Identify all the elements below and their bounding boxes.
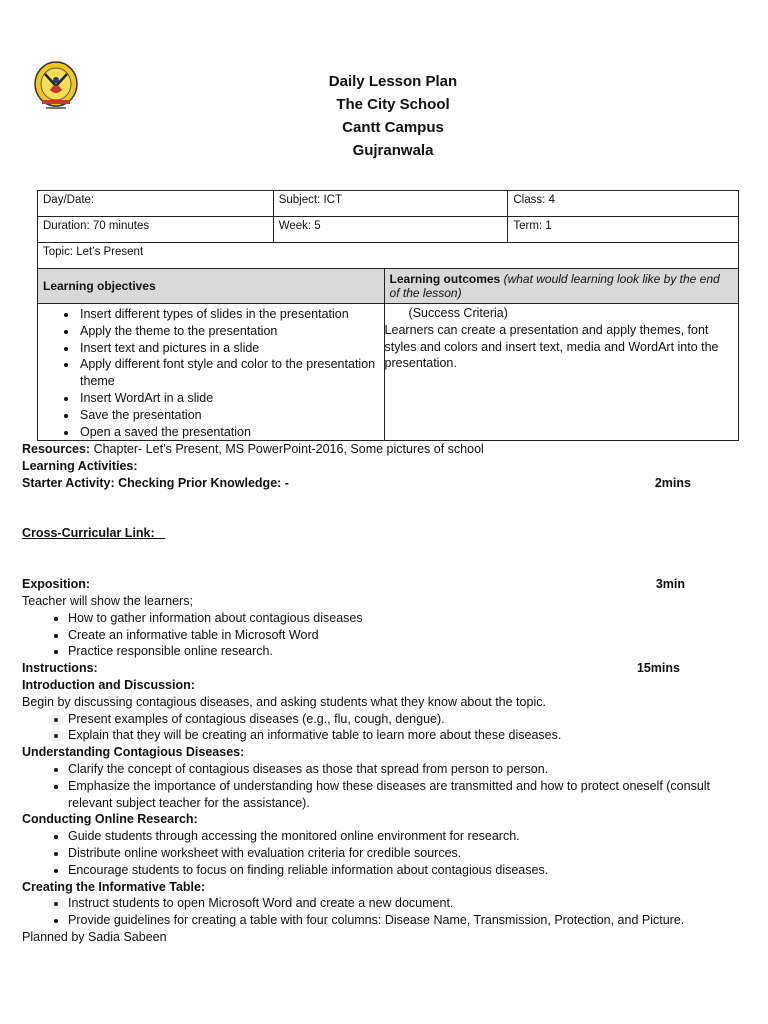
class-cell: Class: 4 [508,191,739,217]
lesson-body [22,441,747,946]
resources-text: Chapter- Let’s Present, MS PowerPoint-2016, Some pictures of school [90,442,484,456]
list-item: • Practice responsible online research. [68,643,747,660]
list-item: • Save the presentation [78,407,380,424]
list-item: • Explain that they will be creating an informative table to learn more about these diseases. [68,727,747,744]
outcomes-note: (what would learning look like by the end of the lesson) [389,272,720,300]
outcomes-cell [384,304,738,441]
list-item: • Guide students through accessing the monitored online environment for research. [68,828,747,845]
list-item: • Encourage students to focus on finding reliable information about contagious diseases. [68,862,747,879]
list-item: • Insert WordArt in a slide [78,390,380,407]
lesson-info-table [37,190,739,441]
intro-heading: Introduction and Discussion: [22,677,195,692]
list-item: • Provide guidelines for creating a table with four columns: Disease Name, Transmission, Protection, and Picture. [68,912,747,929]
learning-activities-heading: Learning Activities: [22,458,138,473]
instructions-line [22,660,747,677]
list-item: • Create an informative table in Microsoft Word [68,627,747,644]
planned-by: Planned by Sadia Sabeen [22,929,167,944]
campus-name: Cantt Campus [342,119,444,136]
document-header [0,70,768,162]
understanding-list [22,761,747,811]
starter-time: 2mins [654,475,691,490]
understanding-heading: Understanding Contagious Diseases: [22,745,245,760]
resources-label: Resources: [22,442,91,456]
starter-activity: Starter Activity: Checking Prior Knowledge: - [22,475,289,490]
exposition-list [22,610,747,660]
objectives-cell [38,304,385,441]
resources-line [22,441,747,458]
intro-text: Begin by discussing contagious diseases, and asking students what they know about the topic. [22,694,546,709]
list-item: • Apply different font style and color to the presentation theme [78,356,380,390]
instructions-time: 15mins [636,661,680,676]
list-item: • Emphasize the importance of understanding how these diseases are transmitted and how to protect oneself (consult relevant subject teacher for the assistance). [68,778,747,812]
exposition-heading: Exposition: [22,577,91,592]
topic-cell: Topic: Let’s Present [38,243,739,269]
list-item: • Open a saved the presentation [78,424,380,441]
outcome-text: Learners can create a presentation and apply themes, font styles and colors and insert text, media and WordArt into the presentation. [384,322,719,371]
research-heading: Conducting Online Research: [22,812,198,827]
table-list [22,895,747,929]
doc-title: Daily Lesson Plan [328,73,458,90]
outcomes-heading: Learning outcomes [389,272,501,286]
school-name: The City School [336,96,450,113]
outcomes-heading-cell [384,269,738,304]
table-heading: Creating the Informative Table: [22,879,206,894]
duration-cell: Duration: 70 minutes [38,217,274,243]
objectives-heading-cell [38,269,385,304]
exposition-time: 3min [655,577,685,592]
teacher-show-text: Teacher will show the learners; [22,593,193,608]
objectives-list [38,306,380,440]
intro-list [22,711,747,745]
instructions-heading: Instructions: [22,661,98,676]
research-list [22,828,747,878]
list-item: • Clarify the concept of contagious diseases as those that spread from person to person. [68,761,747,778]
list-item: • Instruct students to open Microsoft Word and create a new document. [68,895,747,912]
starter-activity-line [22,475,747,492]
objectives-heading: Learning objectives [43,279,156,293]
city-name: Gujranwala [352,142,434,159]
list-item: • Insert text and pictures in a slide [78,340,380,357]
exposition-line [22,576,747,593]
success-criteria: (Success Criteria) [408,306,508,320]
list-item: • Apply the theme to the presentation [78,323,380,340]
term-cell: Term: 1 [508,217,739,243]
list-item: • Present examples of contagious diseases (e.g., flu, cough, dengue). [68,711,747,728]
list-item: • How to gather information about contagious diseases [68,610,747,627]
day-date-cell: Day/Date: [38,191,274,217]
subject-cell: Subject: ICT [273,191,508,217]
week-cell: Week: 5 [273,217,508,243]
cross-curricular-link: Cross-Curricular Link: _ [22,526,166,541]
list-item: • Insert different types of slides in the presentation [78,306,380,323]
list-item: • Distribute online worksheet with evaluation criteria for credible sources. [68,845,747,862]
